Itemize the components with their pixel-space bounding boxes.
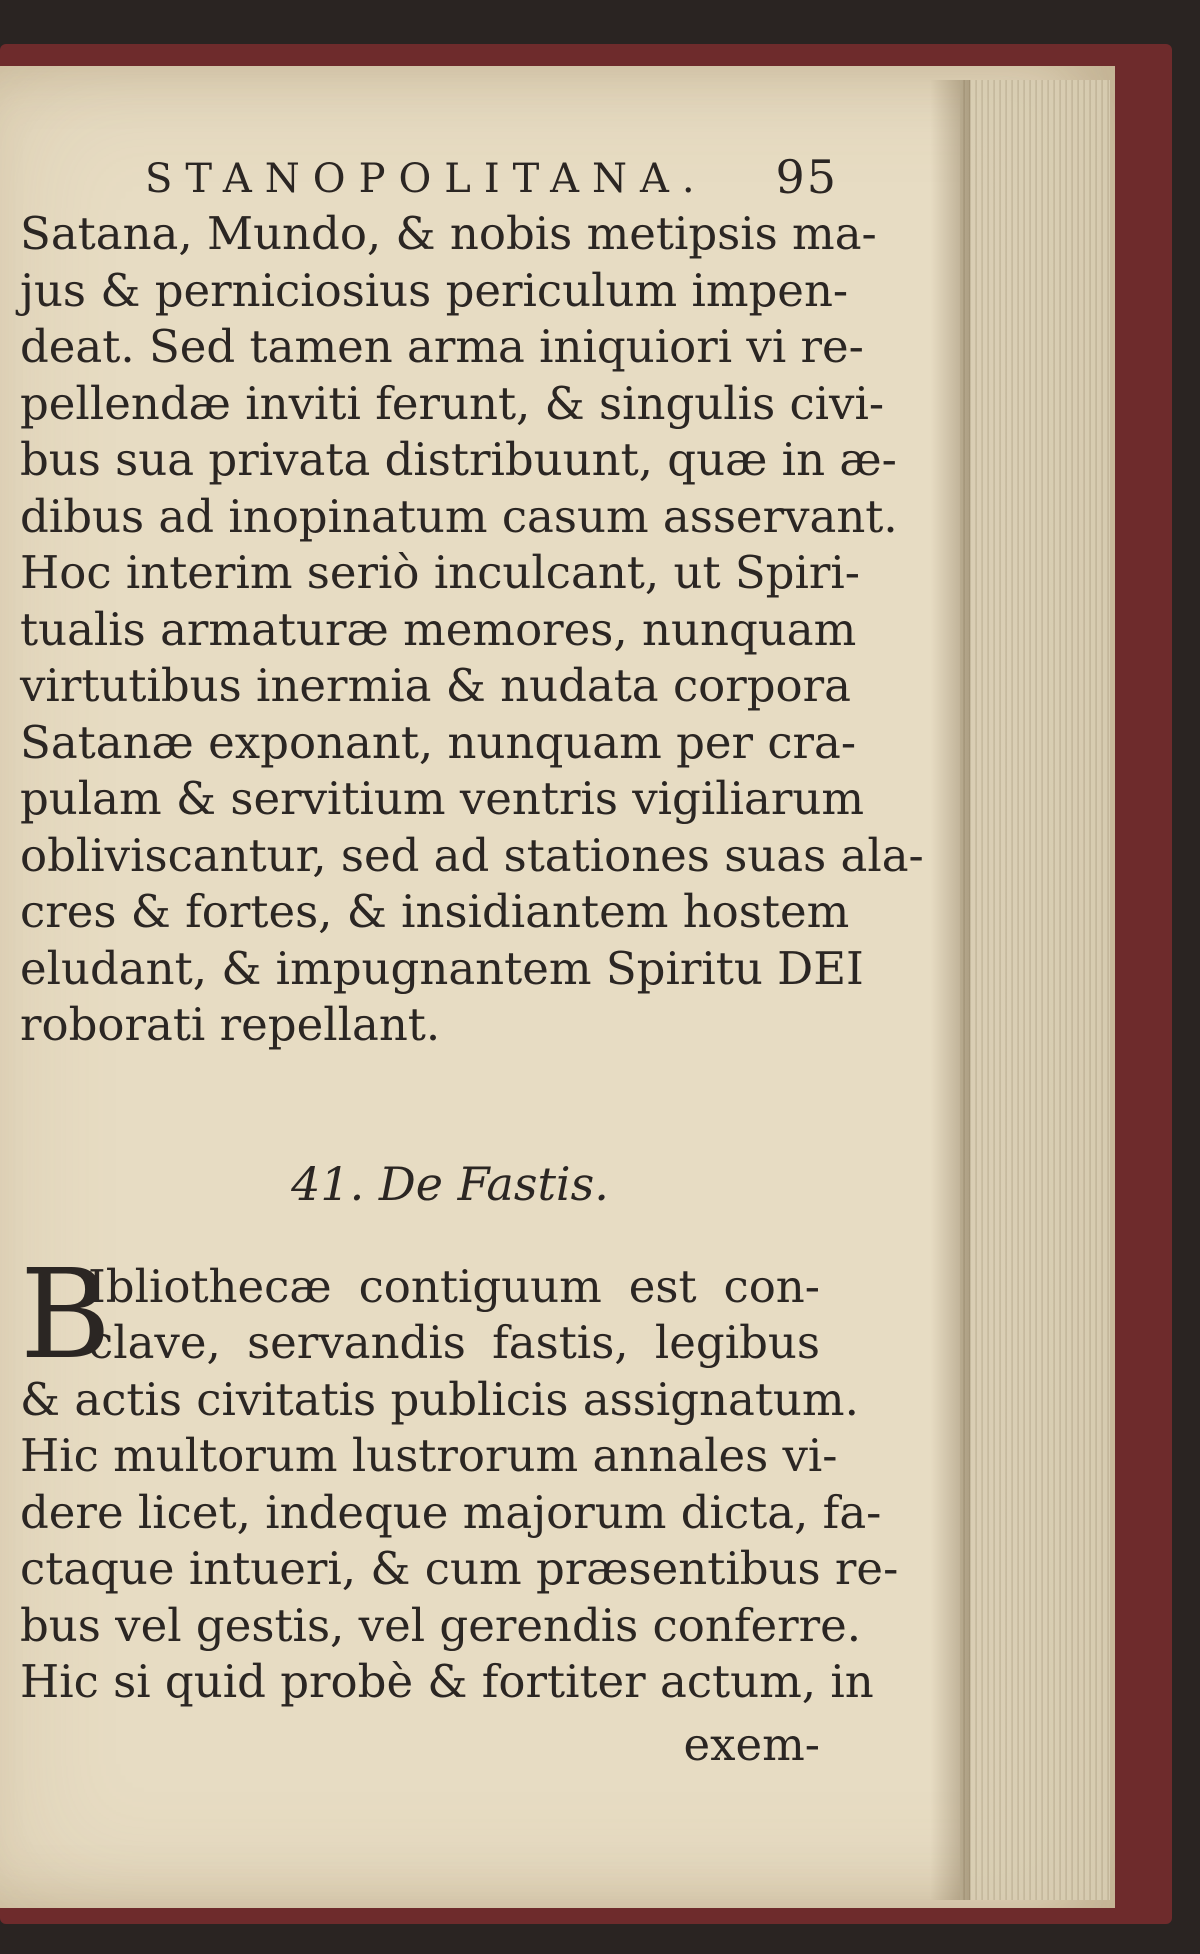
running-head-title: STANOPOLITANA. xyxy=(145,156,708,202)
text-line: deat. Sed tamen arma iniquiori vi re- xyxy=(20,320,864,373)
text-line: Ibliothecæ contiguum est con- xyxy=(88,1259,820,1313)
catchword: exem- xyxy=(683,1717,820,1771)
page-shadow xyxy=(930,80,970,1900)
paragraph-1 xyxy=(20,206,924,1054)
text-line: Hic multorum lustrorum annales vi- xyxy=(20,1429,838,1482)
running-head xyxy=(20,150,838,206)
text-line: virtutibus inermia & nudata corpora xyxy=(20,659,851,712)
text-line: pulam & servitium ventris vigiliarum xyxy=(20,772,865,825)
text-line: dibus ad inopinatum casum asservant. xyxy=(20,489,898,543)
text-line: bus sua privata distribuunt, quæ in æ- xyxy=(20,433,897,486)
spacer xyxy=(20,1219,820,1259)
text-line: jus & perniciosius periculum impen- xyxy=(20,263,849,317)
text-line: cres & fortes, & insidiantem hostem xyxy=(20,885,850,938)
text-line: Hoc interim seriò inculcant, ut Spiri- xyxy=(20,546,860,599)
text-line: tualis armaturæ memores, nunquam xyxy=(20,602,857,656)
page-edges xyxy=(960,80,1110,1900)
spacer xyxy=(20,1054,820,1149)
text-block xyxy=(20,150,924,1775)
paragraph-2 xyxy=(20,1242,899,1711)
text-line: bus vel gestis, vel gerendis conferre. xyxy=(20,1598,862,1652)
text-line: dere licet, indeque majorum dicta, fa- xyxy=(20,1485,882,1539)
text-line: pellendæ inviti ferunt, & singulis civi- xyxy=(20,376,885,430)
text-line: ctaque intueri, & cum præsentibus re- xyxy=(20,1542,899,1595)
page-number: 95 xyxy=(775,150,838,204)
section-heading: 41. De Fastis. xyxy=(291,1156,609,1211)
text-line: & actis civitatis publicis assignatum. xyxy=(20,1372,859,1426)
text-line: obliviscantur, sed ad stationes suas ala- xyxy=(20,828,924,882)
text-line: Satana, Mundo, & nobis metipsis ma- xyxy=(20,207,877,260)
text-line: Satanæ exponant, nunquam per cra- xyxy=(20,715,857,769)
text-line: Hic si quid probè & fortiter actum, in xyxy=(20,1655,874,1708)
text-line: clave, servandis fastis, legibus xyxy=(88,1316,820,1369)
text-line: roborati repellant. xyxy=(20,998,441,1051)
drop-cap: B xyxy=(20,1242,112,1387)
text-line: eludant, & impugnantem Spiritu DEI xyxy=(20,941,864,995)
